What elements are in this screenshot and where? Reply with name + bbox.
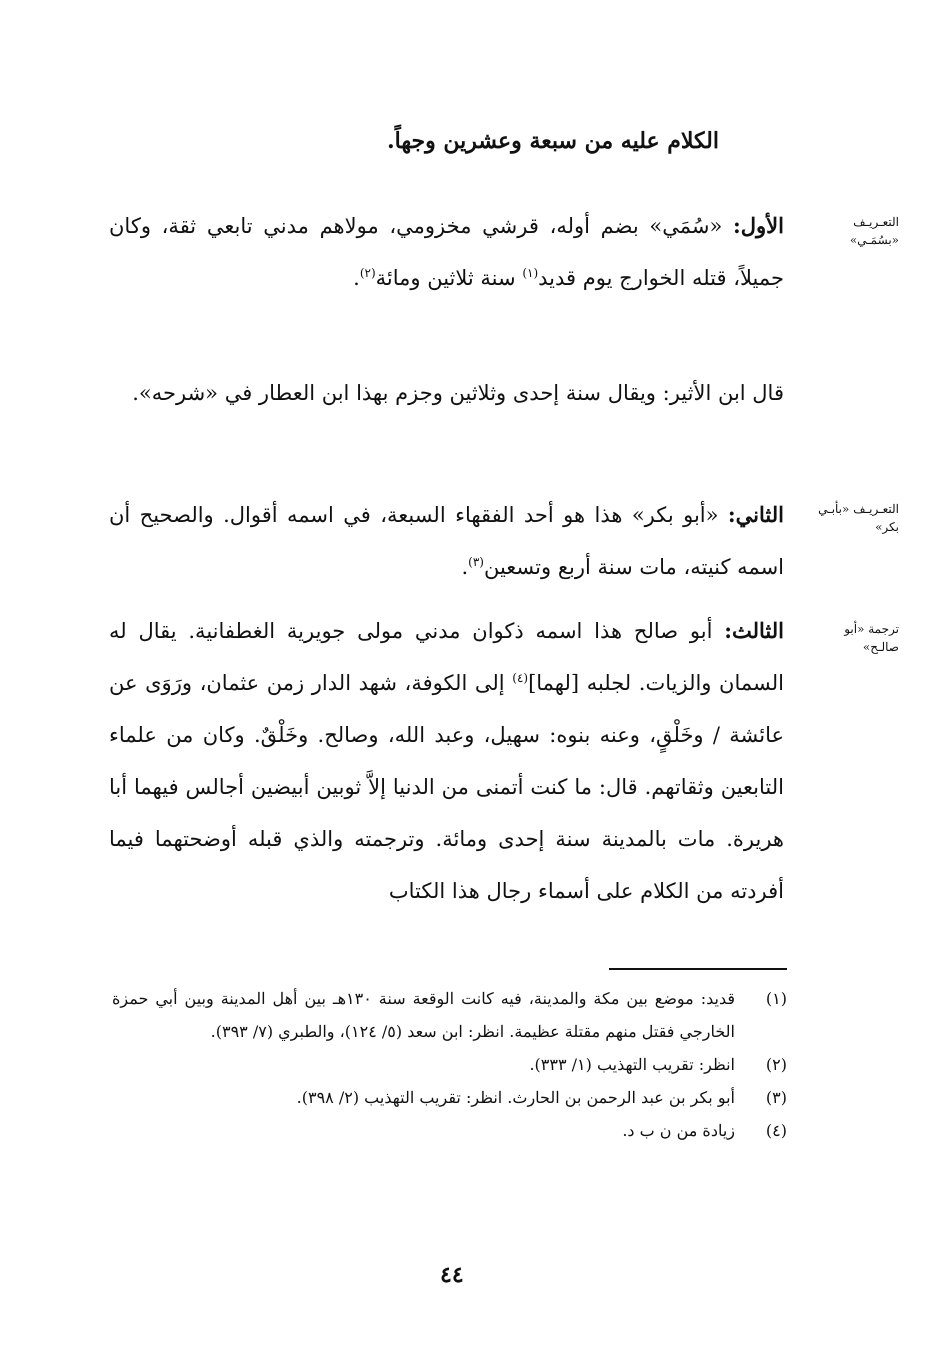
footnote-text: قديد: موضع بين مكة والمدينة، فيه كانت الوقعة سنة ١٣٠هـ بين أهل المدينة وبين أبي حمزة الخارجي فقتل منهم مقتلة عظيمة. انظر: ابن سعد (٥/ ١٢٤)، والطبري (٧/ ٣٩٣). <box>112 989 736 1041</box>
footnote-ref: (٢) <box>359 266 376 280</box>
paragraph-text: . <box>461 555 469 579</box>
paragraph-text: أبو صالح هذا اسمه ذكوان مدني مولى جويرية الغطفانية. يقال له السمان والزيات. لجلبه [لهما] <box>109 619 784 695</box>
footnote-text: انظر: تقريب التهذيب (١/ ٣٣٣). <box>529 1055 735 1074</box>
footnote-text: زيادة من ن ب د. <box>622 1121 735 1140</box>
paragraph-text: سنة ثلاثين ومائة <box>375 266 516 290</box>
footnote-ref: (٤) <box>512 671 529 685</box>
footnote-number: (٢) <box>765 1055 787 1074</box>
paragraph-lead: الأول: <box>733 213 784 238</box>
paragraph-lead: الثالث: <box>724 618 784 643</box>
paragraph-first <box>109 200 784 304</box>
margin-note-abu-salih: ترجمة «أبو صالـح» <box>844 622 899 654</box>
footnote-text: أبو بكر بن عبد الرحمن بن الحارث. انظر: تقريب التهذيب (٢/ ٣٩٨). <box>296 1088 735 1107</box>
paragraph-second <box>109 489 784 593</box>
paragraph-text: «سُمَي» بضم أوله، قرشي مخزومي، مولاهم مدني تابعي ثقة، وكان جميلاً، قتله الخوارج يوم قديد <box>109 214 784 290</box>
footnote-item <box>112 1048 787 1081</box>
footnote-item <box>112 1114 787 1147</box>
footnotes <box>112 982 787 1147</box>
paragraph-text: إلى الكوفة، شهد الدار زمن عثمان، ورَوَى عن عائشة / وخَلْقٍ، وعنه بنوه: سهيل، وعبد الله، وصالح. وخَلْقٌ. وكان من علماء التابعين وثقاتهم. قال: ما كنت أتمنى من الدنيا إلاَّ ثوبين أبيضين أجالس فيهما أبا هريرة. مات بالمدينة سنة إحدى ومائة. وترجمته والذي قبله أوضحتهما فيما أفردته من الكلام على أسماء رجال هذا الكتاب <box>109 671 784 903</box>
footnote-ref: (٣) <box>468 555 484 569</box>
page-number: ٤٤ <box>440 1262 464 1288</box>
footnote-ref: (١) <box>522 266 539 280</box>
footnote-item <box>112 982 787 1048</box>
footnote-number: (١) <box>765 989 787 1008</box>
footnote-item <box>112 1081 787 1114</box>
margin-note-abu-bakr: التعـريـف «بأبـي بكر» <box>818 502 899 534</box>
paragraph-text: «أبو بكر» هذا هو أحد الفقهاء السبعة، في اسمه أقوال. والصحيح أن اسمه كنيته، مات سنة أربع وتسعين <box>109 503 784 579</box>
footnote-divider <box>609 968 787 970</box>
paragraph-ibn-athir: قال ابن الأثير: ويقال سنة إحدى وثلاثين وجزم بهذا ابن العطار في «شرحه». <box>132 381 784 405</box>
footnote-number: (٣) <box>765 1088 787 1107</box>
margin-note-sumay: التعـريـف «بسُمَـي» <box>849 215 899 247</box>
paragraph-text: . <box>353 266 360 290</box>
paragraph-lead: الثاني: <box>727 502 784 527</box>
section-title: الكلام عليه من سبعة وعشرين وجهاً. <box>387 128 719 154</box>
paragraph-third <box>109 605 784 917</box>
footnote-number: (٤) <box>765 1121 787 1140</box>
